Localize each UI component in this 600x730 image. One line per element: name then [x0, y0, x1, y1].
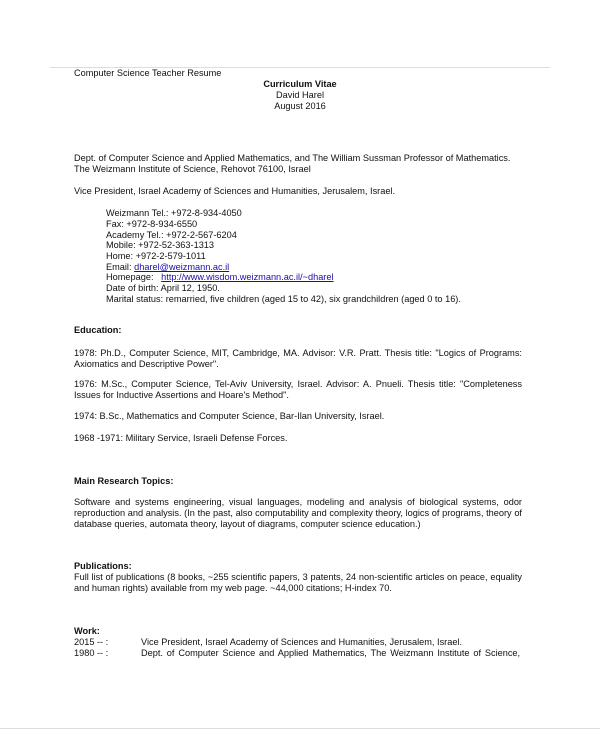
marital-status: Marital status: remarried, five children (aged 15 to 42), six grandchildren (aged 0 to 16).	[106, 294, 461, 304]
email-link[interactable]: dharel@weizmann.ac.il	[134, 262, 230, 272]
affiliation-line: Dept. of Computer Science and Applied Mathematics, and The William Sussman Professor of Mathematics.	[74, 153, 511, 163]
fax: Fax: +972-8-934-6550	[106, 219, 198, 229]
education-heading: Education:	[74, 325, 122, 335]
homepage-row	[106, 272, 334, 283]
document-label: Computer Science Teacher Resume	[74, 68, 222, 78]
email-label: Email:	[106, 262, 135, 272]
research-text: Software and systems engineering, visual languages, modeling and analysis of biological systems, odor reproduction and analysis. (In the past, also computability and complexity theory, logics of programs, theory of database queries, automata theory, layout of diagrams, computer science education.)	[74, 497, 522, 529]
work-heading: Work:	[74, 626, 100, 636]
publications-heading: Publications:	[74, 561, 132, 571]
homepage-link[interactable]: http://www.wisdom.weizmann.ac.il/~dharel	[161, 272, 334, 282]
cv-name: David Harel	[276, 90, 324, 100]
cv-date: August 2016	[274, 101, 326, 111]
work-description: Dept. of Computer Science and Applied Mathematics, The Weizmann Institute of Science,	[141, 648, 521, 658]
research-heading: Main Research Topics:	[74, 476, 174, 486]
date-of-birth: Date of birth: April 12, 1950.	[106, 283, 220, 293]
homepage-label: Homepage:	[106, 272, 159, 282]
affiliation-line: The Weizmann Institute of Science, Rehovot 76100, Israel	[74, 164, 311, 174]
home-phone: Home: +972-2-579-1011	[106, 251, 206, 261]
education-item: 1968 -1971: Military Service, Israeli Defense Forces.	[74, 433, 288, 443]
weizmann-tel: Weizmann Tel.: +972-8-934-4050	[106, 208, 242, 218]
work-description: Vice President, Israel Academy of Sciences and Humanities, Jerusalem, Israel.	[141, 637, 463, 647]
work-years: 2015 -- :	[74, 637, 109, 647]
affiliation-line: Vice President, Israel Academy of Sciences and Humanities, Jerusalem, Israel.	[74, 186, 396, 196]
work-years: 1980 -- :	[74, 648, 109, 658]
publications-text: Full list of publications (8 books, ~255 scientific papers, 3 patents, 24 non-scientific articles on peace, equality and human rights) available from my web page. ~44,000 citations; H-index 70.	[74, 572, 522, 593]
mobile: Mobile: +972-52-363-1313	[106, 240, 215, 250]
education-item: 1978: Ph.D., Computer Science, MIT, Cambridge, MA. Advisor: V.R. Pratt. Thesis title: "Logics of Programs: Axiomatics and Descriptive Power".	[74, 348, 522, 369]
education-item: 1976: M.Sc., Computer Science, Tel-Aviv University, Israel. Advisor: A. Pnueli. Thesis title: "Completeness Issues for Inductive Assertions and Hoare's Method".	[74, 379, 522, 400]
academy-tel: Academy Tel.: +972-2-567-6204	[106, 230, 237, 240]
education-item: 1974: B.Sc., Mathematics and Computer Science, Bar-Ilan University, Israel.	[74, 411, 385, 421]
page-bottom-divider	[0, 728, 600, 729]
cv-title: Curriculum Vitae	[263, 79, 337, 89]
